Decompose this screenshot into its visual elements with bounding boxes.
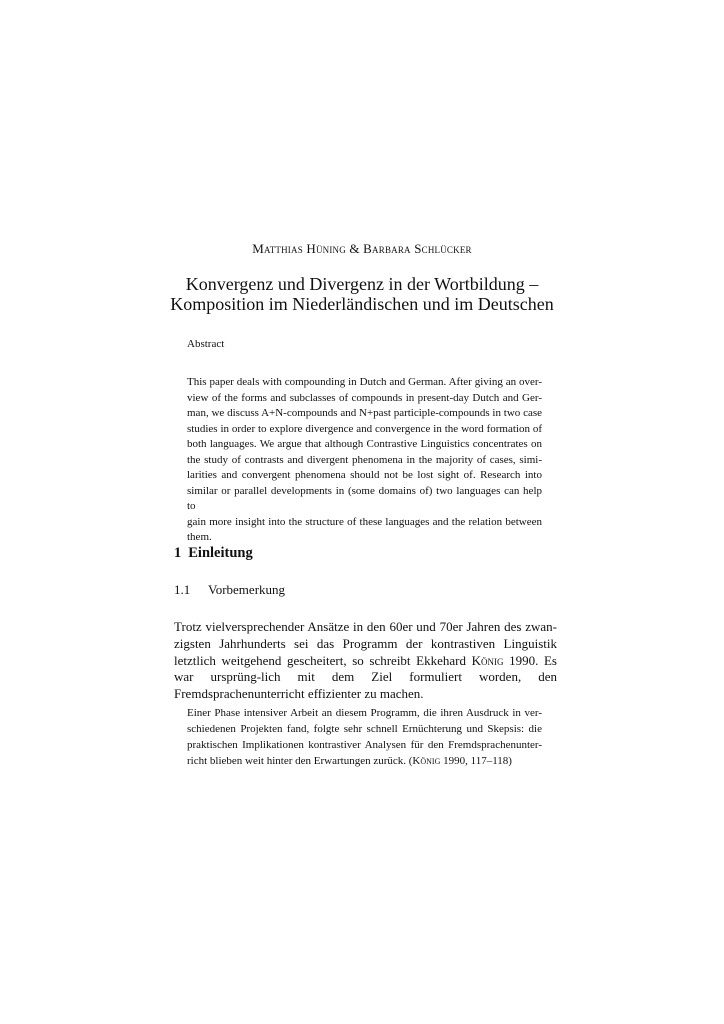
author-separator: & [349,241,360,256]
author-2: Barbara Schlücker [363,241,472,256]
paragraph-text-2: 1990. Es war ursprüng-lich mit dem Ziel formuliert worden, den Fremdsprachenunterricht effizienter zu machen. [174,652,557,702]
abstract-body [187,375,542,546]
abstract-line: similar or parallel developments in (some domains of) two languages can help to [187,484,542,512]
abstract-line: both languages. We argue that although Contrastive Linguistics concentrates on [187,438,542,450]
subsection-number: 1.1 [174,582,191,597]
title-line-1: Konvergenz und Divergenz in der Wortbildung – [185,274,539,294]
abstract-line: view of the forms and subclasses of compounds in present-day Dutch and Ger- [187,391,542,404]
abstract-line: them. [187,531,212,543]
author-1: Matthias Hüning [252,241,346,256]
abstract-line: This paper deals with compounding in Dutch and German. After giving an over- [187,376,542,388]
abstract-line: gain more insight into the structure of these languages and the relation between [187,515,542,528]
abstract-label: Abstract [187,338,225,350]
section-heading [174,545,253,562]
section-number: 1 [174,545,182,561]
paragraph-cited-author: König [471,652,504,668]
author-line [0,241,724,257]
abstract-line: the study of contrasts and divergent phenomena in the majority of cases, simi- [187,453,542,466]
abstract-line: man, we discuss A+N-compounds and N+past participle-compounds in two case [187,407,542,419]
subsection-title: Vorbemerkung [208,582,286,597]
subsection-heading [174,582,285,598]
title-line-2: Komposition im Niederländischen und im Deutschen [170,294,554,314]
paper-title [0,274,724,314]
block-quote [187,705,542,769]
abstract-line: larities and convergent phenomena should not be lost sight of. Research into [187,469,542,481]
quote-cited-author: König [412,755,441,767]
quote-text-1: Einer Phase intensiver Arbeit an diesem Programm, die ihren Ausdruck in ver-schiedenen Projekten fand, folgte sehr schnell Ernüchterung und Skepsis: die praktischen Implikationen kontrastiver Analysen für den Fremdsprachenunter-richt blieben weit hinter den Erwartungen zurück. ( [187,707,542,767]
body-paragraph [174,619,557,703]
abstract-line: studies in order to explore divergence and convergence in the word formation of [187,422,542,435]
paragraph-text-1: Trotz vielversprechender Ansätze in den 60er und 70er Jahren des zwan-zigsten Jahrhunderts sei das Programm der kontrastiven Linguistik letztlich weitgehend gescheitert, so schreibt Ekkehard [174,619,557,668]
section-title: Einleitung [188,545,253,561]
quote-text-2: 1990, 117–118) [440,755,512,767]
